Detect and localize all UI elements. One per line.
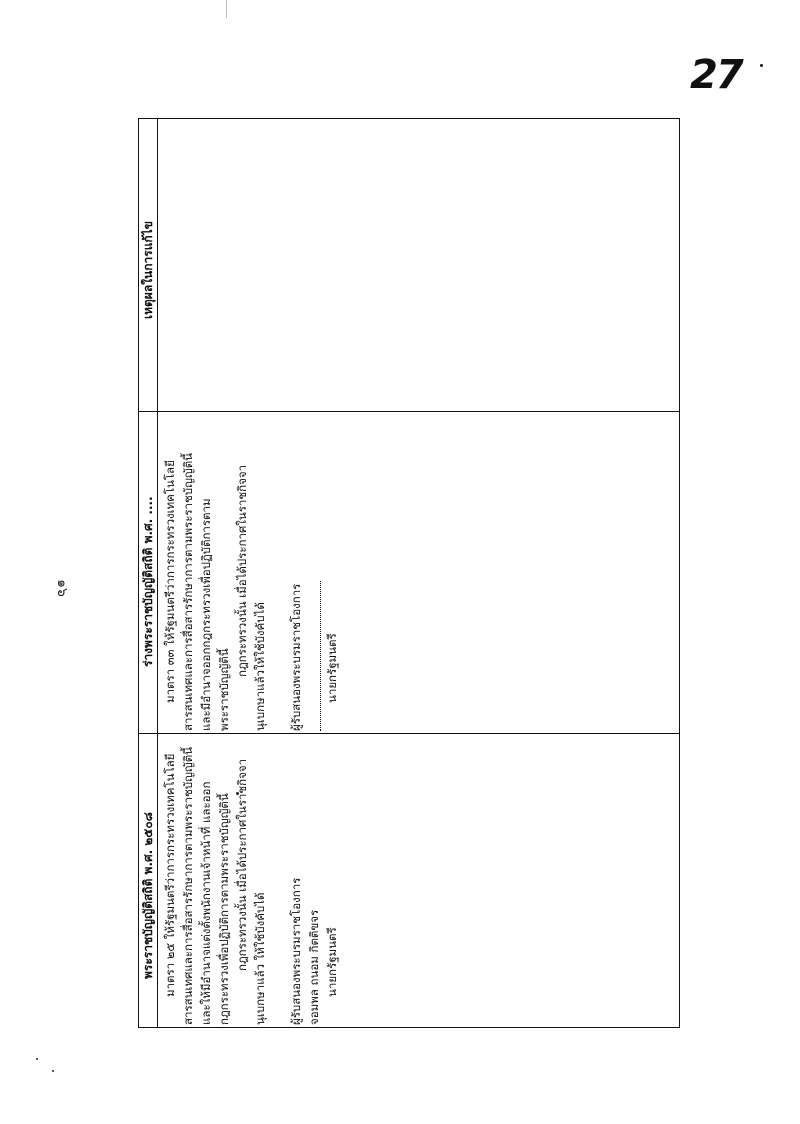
dotted-line [308, 581, 321, 731]
handwritten-page-number: 27 [690, 52, 742, 98]
text-line: และให้มีอำนาจแต่งตั้งพนักงานเจ้าหน้าที่ และออก [199, 781, 213, 1025]
scan-speck [52, 1070, 54, 1072]
text-line: กฎกระทรวงเพื่อปฏิบัติการตามพระราชบัญญัตินี้ [217, 793, 231, 1025]
cell-original-act [161, 735, 341, 1025]
row-divider [139, 411, 679, 412]
scan-speck [36, 1058, 38, 1060]
text-line: มาตรา ๓๓ ให้รัฐมนตรีว่าการกระทรวงเทคโนโลยี [163, 460, 177, 703]
header-reason: เหตุผลในการแก้ไข [141, 221, 155, 319]
text-line: มาตรา ๒๕ ให้รัฐมนตรีว่าการกระทรวงเทคโนโลยี [163, 753, 177, 997]
signature-name: จอมพล ถนอม กิตติขจร [307, 909, 321, 1025]
signature-line: ผู้รับสนองพระบรมราชโองการ [289, 877, 303, 1025]
signature-title: นายกรัฐมนตรี [325, 633, 339, 703]
header-original-act: พระราชบัญญัติสถิติ พ.ศ. ๒๕๐๘ [141, 812, 155, 979]
cell-draft-act [161, 413, 341, 731]
text-line: และมีอำนาจออกกฎกระทรวงเพื่อปฏิบัติการตาม [199, 498, 213, 731]
text-line: สารสนเทศและการสื่อสารรักษาการตามพระราชบัญญัตินี้ [181, 746, 195, 1025]
text-line: พระราชบัญญัตินี้ [217, 648, 231, 731]
row-divider [139, 733, 679, 734]
handwritten-dot [760, 64, 763, 67]
scan-artifact-line [226, 0, 227, 18]
signature-line: ผู้รับสนองพระบรมราชโองการ [289, 583, 303, 731]
text-line: กฎกระทรวงนั้น เมื่อได้ประกาศในราชกิจจา [235, 758, 249, 971]
text-line: นุเบกษาแล้วให้ใช้บังคับได้ [253, 602, 267, 731]
signature-title: นายกรัฐมนตรี [325, 927, 339, 997]
text-line: นุเบกษาแล้ว ให้ใช้บังคับได้ [253, 892, 267, 1025]
text-line: สารสนเทศและการสื่อสารรักษาการตามพระราชบัญญัตินี้ [181, 452, 195, 731]
page-number: ๑๖ [54, 579, 70, 597]
text-line: กฎกระทรวงนั้น เมื่อได้ประกาศในราชกิจจา [235, 464, 249, 677]
header-draft-act: ร่างพระราชบัญญัติสถิติ พ.ศ. .... [141, 496, 155, 667]
cell-reason [161, 127, 179, 407]
signature-dots [305, 413, 323, 731]
text-line [161, 127, 179, 407]
comparison-table [138, 118, 680, 1028]
